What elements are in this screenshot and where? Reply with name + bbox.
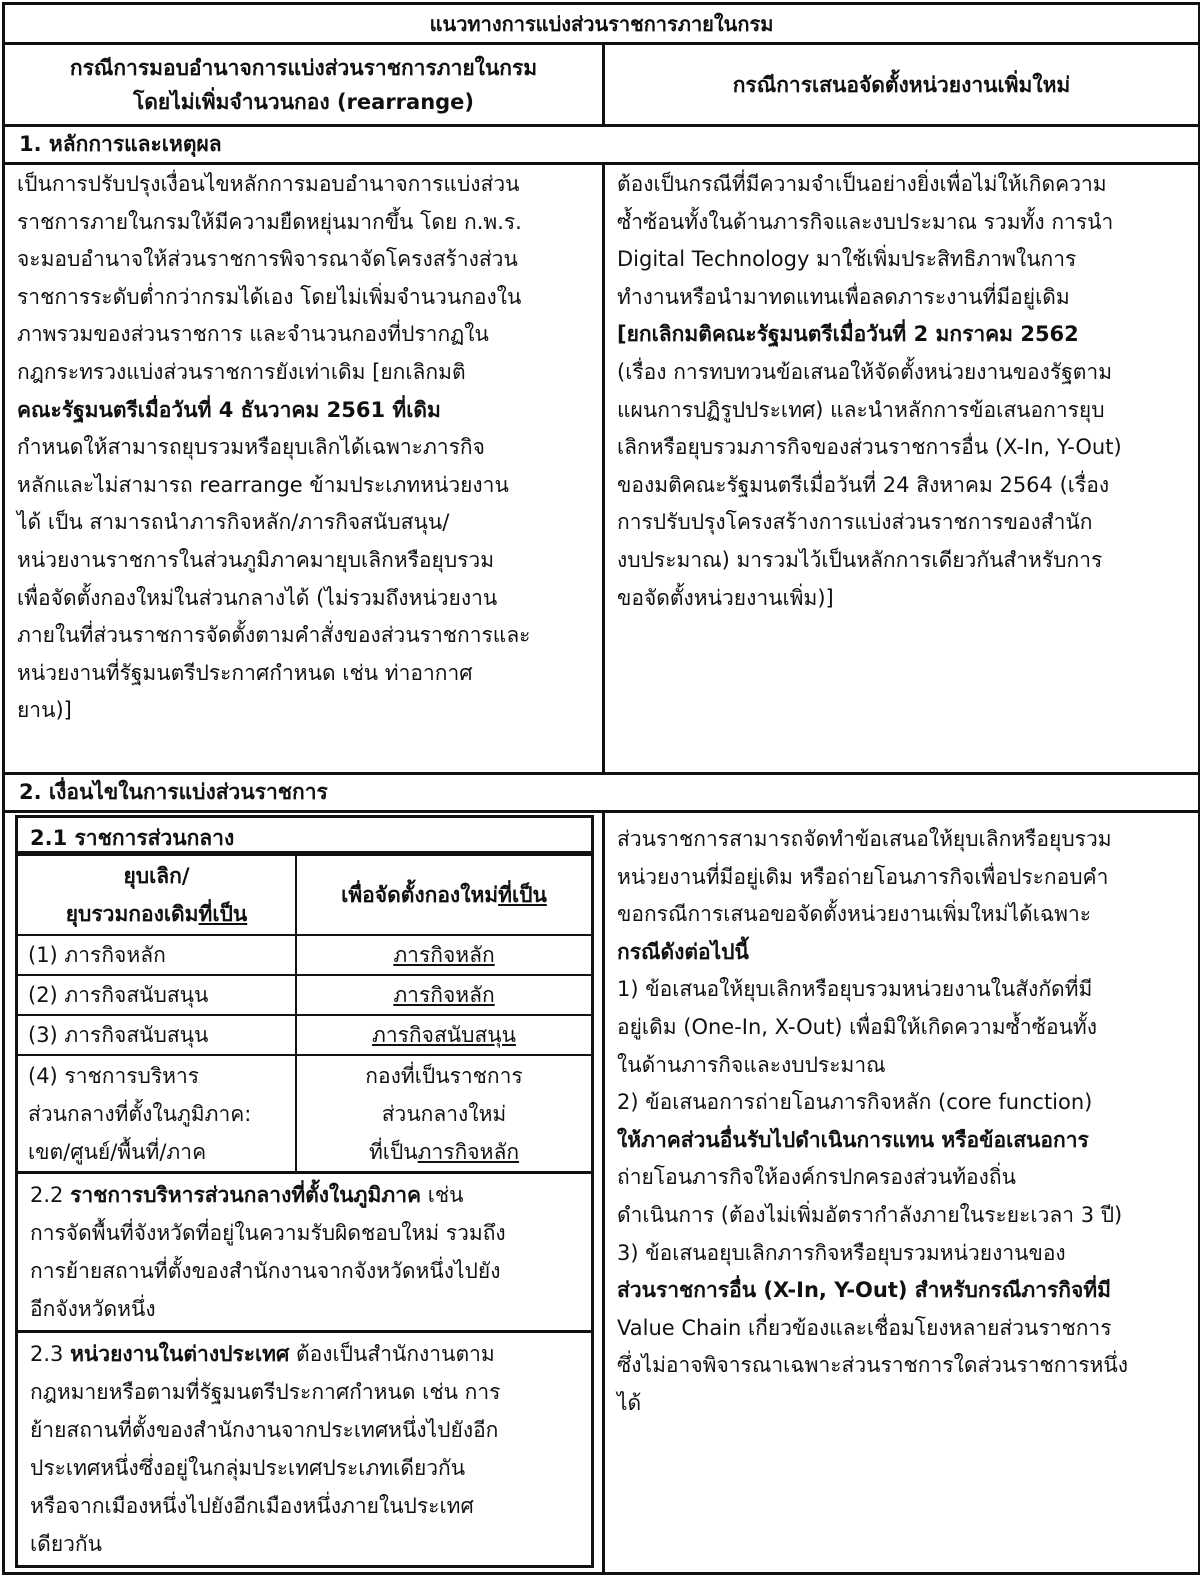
- text-line: การย้ายสถานที่ตั้งของสำนักงานจากจังหวัดหนึ่งไปยัง: [30, 1259, 501, 1283]
- section2-right-text: [604, 812, 1200, 1574]
- header-left: [4, 44, 604, 126]
- header-left-line2: โดยไม่เพิ่มจำนวนกอง (rearrange): [132, 89, 475, 114]
- row-text-underlined: ภารกิจหลัก: [417, 1139, 520, 1164]
- row-right: [296, 975, 591, 1015]
- text-line: กฎหมายหรือตามที่รัฐมนตรีประกาศกำหนด เช่น การ: [30, 1380, 501, 1404]
- text-line: ทำงานหรือนำมาทดแทนเพื่อลดภาระงานที่มีอยู่เดิม: [617, 284, 1070, 309]
- row-right-text: ภารกิจสนับสนุน: [372, 1023, 516, 1047]
- text-line: ของมติคณะรัฐมนตรีเมื่อวันที่ 24 สิงหาคม 2564 (เรื่อง: [617, 472, 1110, 497]
- header-right: กรณีการเสนอจัดตั้งหน่วยงานเพิ่มใหม่: [604, 44, 1200, 126]
- text-line: [ยกเลิกมติคณะรัฐมนตรีเมื่อวันที่ 2 มกราคม 2562: [617, 322, 1079, 347]
- text-line: ได้ เป็น สามารถนำภารกิจหลัก/ภารกิจสนับสนุน/: [17, 510, 450, 535]
- text-line: อีกจังหวัดหนึ่ง: [30, 1297, 156, 1321]
- item-heading: ราชการบริหารส่วนกลางที่ตั้งในภูมิภาค: [70, 1183, 422, 1207]
- col-header-establish: [296, 855, 591, 935]
- text-line: ได้: [617, 1390, 642, 1415]
- text-line: ซึ่งไม่อาจพิจารณาเฉพาะส่วนราชการใดส่วนราชการหนึ่ง: [617, 1353, 1129, 1378]
- text-line: ภาพรวมของส่วนราชการ และจำนวนกองที่ปรากฏใน: [17, 322, 489, 347]
- row-right: [296, 1015, 591, 1055]
- text-line: คณะรัฐมนตรีเมื่อวันที่ 4 ธันวาคม 2561 ที่เดิม: [17, 397, 441, 422]
- text-line: การปรับปรุงโครงสร้างการแบ่งส่วนราชการของสำนัก: [617, 510, 1093, 535]
- text-line: Value Chain เกี่ยวข้องและเชื่อมโยงหลายส่วนราชการ: [617, 1315, 1112, 1340]
- table-title: แนวทางการแบ่งส่วนราชการภายในกรม: [4, 4, 1200, 44]
- header-line: ยุบเลิก/: [123, 864, 190, 888]
- item-text: เช่น: [421, 1183, 464, 1207]
- text-line: 2) ข้อเสนอการถ่ายโอนภารกิจหลัก (core function): [617, 1090, 1093, 1115]
- text-line: [30, 1335, 581, 1373]
- row-right: [296, 935, 591, 975]
- row-line: [307, 1133, 581, 1171]
- text-line: Digital Technology มาใช้เพิ่มประสิทธิภาพในการ: [617, 247, 1077, 272]
- text-line: ราชการระดับต่ำกว่ากรมได้เอง โดยไม่เพิ่มจำนวนกองใน: [17, 284, 522, 309]
- section1-right-text: [604, 164, 1200, 774]
- text-line: [30, 1176, 581, 1214]
- table-row: [18, 975, 591, 1015]
- row-left: (3) ภารกิจสนับสนุน: [18, 1015, 296, 1055]
- text-line: ภายในที่ส่วนราชการจัดตั้งตามคำสั่งของส่วนราชการและ: [17, 623, 531, 648]
- box-2-3: [15, 1333, 594, 1568]
- item-heading: หน่วยงานในต่างประเทศ: [70, 1342, 290, 1366]
- text-line: กรณีดังต่อไปนี้: [617, 939, 749, 964]
- header-text-underlined: ที่เป็น: [498, 883, 547, 907]
- text-line: ซ้ำซ้อนทั้งในด้านภารกิจและงบประมาณ รวมทั้ง การนำ: [617, 209, 1114, 234]
- text-line: ส่วนราชการสามารถจัดทำข้อเสนอให้ยุบเลิกหรือยุบรวม: [617, 827, 1112, 851]
- header-text: ยุบรวมกองเดิม: [65, 902, 199, 926]
- text-line: เดียวกัน: [30, 1532, 102, 1556]
- row-line: เขต/ศูนย์/พื้นที่/ภาค: [28, 1139, 207, 1164]
- text-line: ขอกรณีการเสนอขอจัดตั้งหน่วยงานเพิ่มใหม่ได้เฉพาะ: [617, 902, 1092, 927]
- text-line: อยู่เดิม (One-In, X-Out) เพื่อมิให้เกิดความซ้ำซ้อนทั้ง: [617, 1014, 1098, 1039]
- table-row: [18, 1015, 591, 1055]
- row-left: (1) ภารกิจหลัก: [18, 935, 296, 975]
- col-header-dissolve: [18, 855, 296, 935]
- text-line: เพื่อจัดตั้งกองใหม่ในส่วนกลางได้ (ไม่รวมถึงหน่วยงาน: [17, 585, 498, 610]
- row-right-text: ภารกิจหลัก: [393, 983, 495, 1007]
- text-line: ดำเนินการ (ต้องไม่เพิ่มอัตรากำลังภายในระยะเวลา 3 ปี): [617, 1202, 1123, 1227]
- row-right: [296, 1055, 591, 1171]
- text-line: ส่วนราชการอื่น (X-In, Y-Out) สำหรับกรณีภารกิจที่มี: [617, 1278, 1111, 1303]
- row-left: (2) ภารกิจสนับสนุน: [18, 975, 296, 1015]
- text-line: ในด้านภารกิจและงบประมาณ: [617, 1052, 886, 1077]
- text-line: ยาน)]: [17, 698, 72, 723]
- text-line: หรือจากเมืองหนึ่งไปยังอีกเมืองหนึ่งภายในประเทศ: [30, 1494, 474, 1518]
- section1-left-text: [4, 164, 604, 774]
- table-row: [18, 935, 591, 975]
- table-row: [18, 1055, 591, 1171]
- text-line: ต้องเป็นกรณีที่มีความจำเป็นอย่างยิ่งเพื่อไม่ให้เกิดความ: [617, 172, 1107, 196]
- header-text: เพื่อจัดตั้งกองใหม่: [341, 883, 499, 907]
- header-left-line1: กรณีการมอบอำนาจการแบ่งส่วนราชการภายในกรม: [69, 55, 538, 80]
- row-line: (4) ราชการบริหาร: [28, 1063, 200, 1088]
- item-text: ต้องเป็นสำนักงานตาม: [289, 1342, 495, 1366]
- text-line: หน่วยงานที่มีอยู่เดิม หรือถ่ายโอนภารกิจเพื่อประกอบคำ: [617, 864, 1109, 889]
- item-number: 2.2: [30, 1183, 64, 1207]
- header-text-underlined: ที่เป็น: [198, 902, 248, 926]
- text-line: หน่วยงานราชการในส่วนภูมิภาคมายุบเลิกหรือยุบรวม: [17, 547, 495, 572]
- text-line: หลักและไม่สามารถ rearrange ข้ามประเภทหน่วยงาน: [17, 472, 509, 497]
- text-line: ถ่ายโอนภารกิจให้องค์กรปกครองส่วนท้องถิ่น: [617, 1165, 1016, 1190]
- text-line: เป็นการปรับปรุงเงื่อนไขหลักการมอบอำนาจการแบ่งส่วน: [17, 172, 520, 196]
- section2-heading: 2. เงื่อนไขในการแบ่งส่วนราชการ: [4, 774, 1200, 812]
- text-line: ย้ายสถานที่ตั้งของสำนักงานจากประเทศหนึ่งไปยังอีก: [30, 1418, 499, 1442]
- text-line: 3) ข้อเสนอยุบเลิกภารกิจหรือยุบรวมหน่วยงานของ: [617, 1240, 1066, 1265]
- text-line: การจัดพื้นที่จังหวัดที่อยู่ในความรับผิดชอบใหม่ รวมถึง: [30, 1221, 506, 1245]
- text-line: ขอจัดตั้งหน่วยงานเพิ่ม)]: [617, 585, 834, 610]
- text-line: งบประมาณ) มารวมไว้เป็นหลักการเดียวกันสำหรับการ: [617, 547, 1103, 572]
- row-left: [18, 1055, 296, 1171]
- text-line: หน่วยงานที่รัฐมนตรีประกาศกำหนด เช่น ท่าอากาศ: [17, 660, 473, 685]
- row-text: ที่เป็น: [368, 1139, 418, 1164]
- row-line: ส่วนกลางใหม่: [381, 1101, 507, 1126]
- text-line: 1) ข้อเสนอให้ยุบเลิกหรือยุบรวมหน่วยงานในสังกัดที่มี: [617, 977, 1093, 1002]
- box-2-2: [15, 1174, 594, 1333]
- section2-left: [4, 812, 604, 1574]
- text-line: (เรื่อง การทบทวนข้อเสนอให้จัดตั้งหน่วยงานของรัฐตาม: [617, 359, 1113, 384]
- text-line: เลิกหรือยุบรวมภารกิจของส่วนราชการอื่น (X-In, Y-Out): [617, 435, 1122, 460]
- box-2-1-title: 2.1 ราชการส่วนกลาง: [18, 818, 591, 854]
- text-line: จะมอบอำนาจให้ส่วนราชการพิจารณาจัดโครงสร้างส่วน: [17, 247, 518, 272]
- text-line: ประเทศหนึ่งซึ่งอยู่ในกลุ่มประเทศประเภทเดียวกัน: [30, 1456, 466, 1480]
- header-line: [28, 895, 285, 933]
- section1-heading: 1. หลักการและเหตุผล: [4, 126, 1200, 164]
- text-line: ให้ภาคส่วนอื่นรับไปดำเนินการแทน หรือข้อเสนอการ: [617, 1127, 1089, 1152]
- row-line: กองที่เป็นราชการ: [365, 1063, 523, 1088]
- row-line: ส่วนกลางที่ตั้งในภูมิภาค:: [28, 1101, 252, 1126]
- box-2-1-table: [18, 854, 591, 1171]
- text-line: ราชการภายในกรมให้มีความยืดหยุ่นมากขึ้น โดย ก.พ.ร.: [17, 209, 522, 234]
- row-right-text: ภารกิจหลัก: [393, 943, 495, 967]
- text-line: กำหนดให้สามารถยุบรวมหรือยุบเลิกได้เฉพาะภารกิจ: [17, 435, 485, 460]
- text-line: แผนการปฏิรูปประเทศ) และนำหลักการข้อเสนอการยุบ: [617, 397, 1105, 422]
- box-2-1: [15, 815, 594, 1174]
- item-number: 2.3: [30, 1342, 64, 1366]
- text-line: กฎกระทรวงแบ่งส่วนราชการยังเท่าเดิม [ยกเลิกมติ: [17, 359, 466, 384]
- guideline-table: [2, 2, 1200, 1575]
